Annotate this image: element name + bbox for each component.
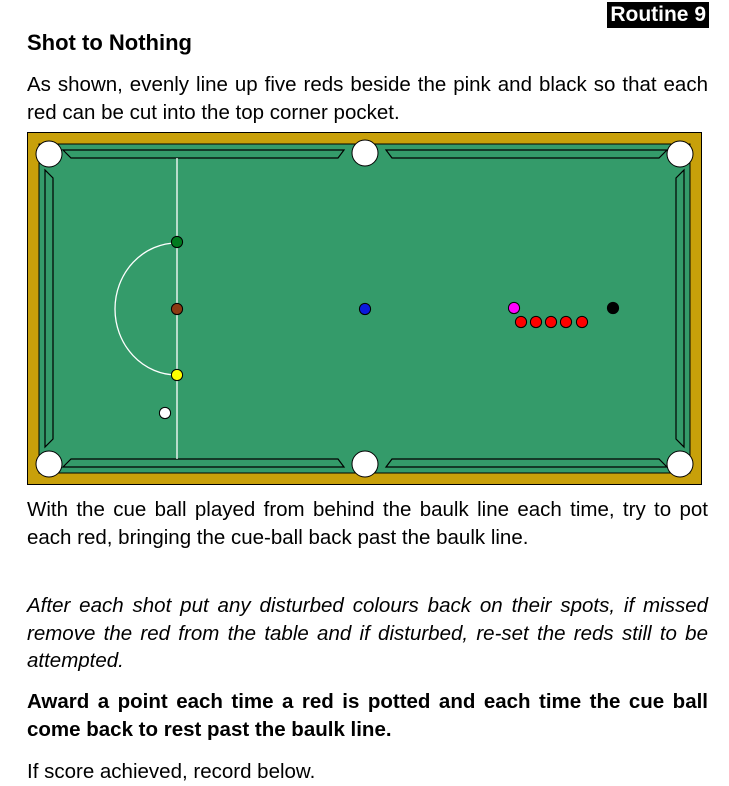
yellow-ball	[171, 369, 182, 380]
pocket-bottom-middle	[352, 451, 378, 477]
pocket-top-middle	[352, 140, 378, 166]
red-ball	[545, 316, 556, 327]
pocket-bottom-right	[667, 451, 693, 477]
brown-ball	[171, 303, 182, 314]
cushion-top-left	[63, 150, 344, 158]
red-ball	[515, 316, 526, 327]
cushion-bottom-left	[63, 459, 344, 467]
note-paragraph: After each shot put any disturbed colours back on their spots, if missed remove the red from the table and if disturbed, re-set the reds still to be attempted.	[27, 594, 708, 672]
instruction-paragraph: With the cue ball played from behind the baulk line each time, try to pot each red, bringing the cue-ball back past the baulk line.	[27, 498, 708, 549]
blue-ball	[359, 303, 370, 314]
red-ball	[530, 316, 541, 327]
record-paragraph: If score achieved, record below.	[27, 760, 316, 783]
cushion-left	[45, 170, 53, 447]
red-ball	[560, 316, 571, 327]
red-ball	[576, 316, 587, 327]
cushion-right	[676, 170, 684, 447]
cushion-bottom-right	[386, 459, 667, 467]
black-ball	[607, 302, 618, 313]
pocket-top-right	[667, 141, 693, 167]
intro-paragraph: As shown, evenly line up five reds beside the pink and black so that each red can be cut into the top corner pocket.	[27, 73, 708, 124]
pocket-top-left	[36, 141, 62, 167]
award-paragraph: Award a point each time a red is potted and each time the cue ball come back to rest past the baulk line.	[27, 690, 708, 741]
pocket-bottom-left	[36, 451, 62, 477]
routine-badge: Routine 9	[607, 2, 709, 28]
snooker-table	[27, 132, 702, 485]
page-title: Shot to Nothing	[27, 30, 192, 55]
cushion-top-right	[386, 150, 667, 158]
pink-ball	[508, 302, 519, 313]
green-ball	[171, 236, 182, 247]
snooker-table-diagram	[27, 132, 702, 485]
cue-ball	[159, 407, 170, 418]
